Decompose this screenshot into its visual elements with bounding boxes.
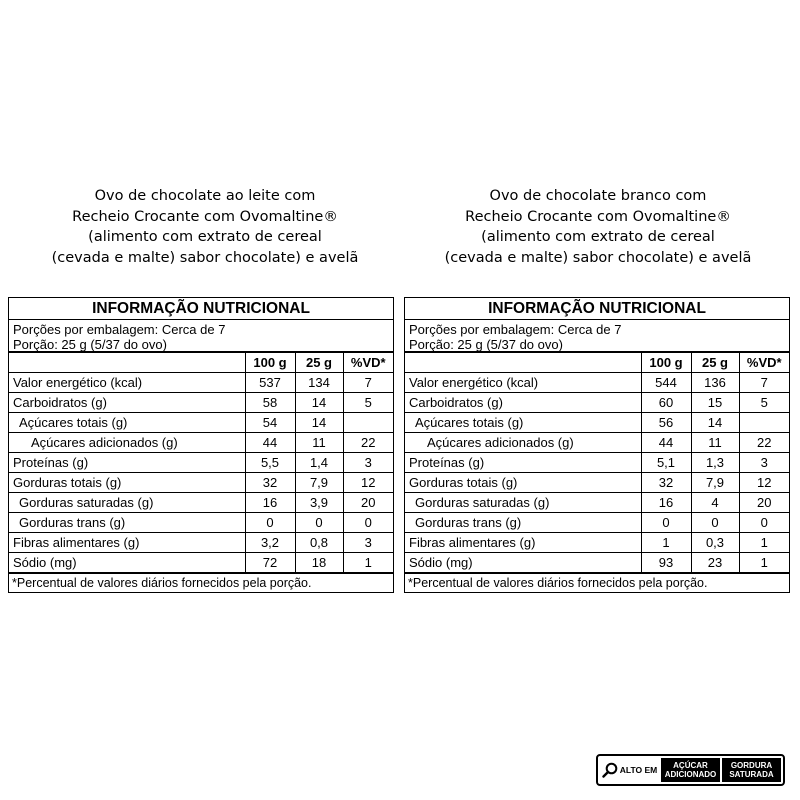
table-row xyxy=(405,473,789,493)
nutrient-value: 544 xyxy=(641,373,691,393)
nutrient-label: Gorduras saturadas (g) xyxy=(9,493,245,513)
column-header xyxy=(9,353,245,373)
nutrient-value xyxy=(343,413,393,433)
serving-info xyxy=(9,320,393,352)
nutrient-value: 93 xyxy=(641,553,691,573)
nutrient-value: 14 xyxy=(295,413,343,433)
table-row xyxy=(405,533,789,553)
seal-text: ADICIONADO xyxy=(664,770,717,779)
portion-size: Porção: 25 g (5/37 do ovo) xyxy=(13,337,167,352)
nutrient-label: Proteínas (g) xyxy=(405,453,641,473)
column-header: 100 g xyxy=(245,353,295,373)
column-header: %VD* xyxy=(739,353,789,373)
nutrient-value: 7,9 xyxy=(691,473,739,493)
portion-size: Porção: 25 g (5/37 do ovo) xyxy=(409,337,563,352)
nutrient-value: 22 xyxy=(739,433,789,453)
nutrient-label: Açúcares totais (g) xyxy=(9,413,245,433)
column-header: 100 g xyxy=(641,353,691,373)
nutrient-value: 23 xyxy=(691,553,739,573)
nutrient-label: Gorduras saturadas (g) xyxy=(405,493,641,513)
table-row xyxy=(9,533,393,553)
table-row xyxy=(9,553,393,573)
seal-alto-em xyxy=(598,756,661,784)
seal-label: ALTO EM xyxy=(619,765,658,775)
nutrition-panel-milk xyxy=(8,297,394,593)
table-header-row xyxy=(405,353,789,373)
panel-heading: INFORMAÇÃO NUTRICIONAL xyxy=(405,298,789,320)
title-line: Ovo de chocolate ao leite com xyxy=(94,188,316,204)
nutrient-value: 0 xyxy=(739,513,789,533)
nutrition-panel-white xyxy=(404,297,790,593)
nutrient-value: 0 xyxy=(343,513,393,533)
nutrient-value: 20 xyxy=(343,493,393,513)
nutrient-value: 72 xyxy=(245,553,295,573)
nutrient-value: 0 xyxy=(245,513,295,533)
nutrient-value: 5 xyxy=(343,393,393,413)
nutrient-value: 3 xyxy=(343,453,393,473)
nutrient-label: Açúcares totais (g) xyxy=(405,413,641,433)
high-in-warning-seal xyxy=(596,754,785,786)
nutrient-value: 16 xyxy=(641,493,691,513)
table-row xyxy=(405,393,789,413)
nutrient-value: 20 xyxy=(739,493,789,513)
nutrient-value: 5 xyxy=(739,393,789,413)
nutrient-value: 7 xyxy=(343,373,393,393)
table-row xyxy=(405,513,789,533)
nutrient-value: 16 xyxy=(245,493,295,513)
title-line: (cevada e malte) sabor chocolate) e avelã xyxy=(444,249,752,266)
nutrient-value: 44 xyxy=(245,433,295,453)
nutrient-label: Sódio (mg) xyxy=(405,553,641,573)
nutrient-label: Fibras alimentares (g) xyxy=(9,533,245,553)
table-row xyxy=(9,513,393,533)
nutrient-value: 22 xyxy=(343,433,393,453)
nutrient-value: 1 xyxy=(343,553,393,573)
serving-info xyxy=(405,320,789,352)
table-row xyxy=(405,553,789,573)
nutrient-value: 3 xyxy=(343,533,393,553)
nutrient-value: 1 xyxy=(641,533,691,553)
nutrient-value: 54 xyxy=(245,413,295,433)
nutrition-table xyxy=(9,352,393,573)
title-line: Recheio Crocante com Ovomaltine® xyxy=(465,208,731,225)
table-row xyxy=(9,453,393,473)
nutrient-label: Gorduras totais (g) xyxy=(9,473,245,493)
nutrient-value: 0,8 xyxy=(295,533,343,553)
nutrient-label: Carboidratos (g) xyxy=(9,393,245,413)
nutrient-value: 18 xyxy=(295,553,343,573)
nutrient-value: 134 xyxy=(295,373,343,393)
nutrient-value: 1,4 xyxy=(295,453,343,473)
nutrient-value: 1 xyxy=(739,533,789,553)
nutrient-label: Valor energético (kcal) xyxy=(405,373,641,393)
nutrient-value: 58 xyxy=(245,393,295,413)
table-row xyxy=(405,413,789,433)
nutrient-value: 3,9 xyxy=(295,493,343,513)
nutrient-label: Sódio (mg) xyxy=(9,553,245,573)
nutrient-value: 60 xyxy=(641,393,691,413)
title-line: Recheio Crocante com Ovomaltine® xyxy=(72,208,338,225)
table-row xyxy=(405,433,789,453)
title-line: (cevada e malte) sabor chocolate) e avelã xyxy=(51,249,359,266)
nutrient-value: 1 xyxy=(739,553,789,573)
nutrient-label: Gorduras trans (g) xyxy=(9,513,245,533)
nutrient-value: 12 xyxy=(739,473,789,493)
panel-heading: INFORMAÇÃO NUTRICIONAL xyxy=(9,298,393,320)
table-row xyxy=(405,453,789,473)
footnote: *Percentual de valores diários fornecidos pela porção. xyxy=(9,573,393,592)
seal-saturated-fat xyxy=(722,758,781,782)
nutrient-value: 32 xyxy=(245,473,295,493)
table-row xyxy=(9,373,393,393)
nutrition-table xyxy=(405,352,789,573)
nutrient-value: 44 xyxy=(641,433,691,453)
seal-text: SATURADA xyxy=(729,770,774,779)
seal-text: AÇÚCAR xyxy=(673,761,708,770)
title-line: (alimento com extrato de cereal xyxy=(88,229,322,245)
magnifier-icon xyxy=(602,762,618,778)
table-row xyxy=(9,413,393,433)
nutrient-value: 5,1 xyxy=(641,453,691,473)
product-title-milk xyxy=(40,186,370,268)
nutrient-value: 3 xyxy=(739,453,789,473)
table-header-row xyxy=(9,353,393,373)
nutrient-value: 3,2 xyxy=(245,533,295,553)
nutrient-value: 7,9 xyxy=(295,473,343,493)
nutrient-value: 11 xyxy=(295,433,343,453)
nutrient-value: 0 xyxy=(295,513,343,533)
servings-per-package: Porções por embalagem: Cerca de 7 xyxy=(13,322,226,337)
column-header: 25 g xyxy=(691,353,739,373)
nutrient-label: Gorduras trans (g) xyxy=(405,513,641,533)
nutrient-value: 11 xyxy=(691,433,739,453)
nutrient-label: Gorduras totais (g) xyxy=(405,473,641,493)
nutrient-label: Proteínas (g) xyxy=(9,453,245,473)
table-row xyxy=(9,473,393,493)
servings-per-package: Porções por embalagem: Cerca de 7 xyxy=(409,322,622,337)
nutrient-value: 14 xyxy=(295,393,343,413)
table-row xyxy=(405,493,789,513)
table-row xyxy=(405,373,789,393)
nutrient-value: 56 xyxy=(641,413,691,433)
nutrient-label: Carboidratos (g) xyxy=(405,393,641,413)
product-title-white xyxy=(433,186,763,268)
nutrient-value: 14 xyxy=(691,413,739,433)
seal-text: GORDURA xyxy=(730,761,773,770)
nutrient-value xyxy=(739,413,789,433)
nutrient-value: 136 xyxy=(691,373,739,393)
column-header xyxy=(405,353,641,373)
nutrient-label: Açúcares adicionados (g) xyxy=(405,433,641,453)
table-row xyxy=(9,493,393,513)
seal-added-sugar xyxy=(661,758,720,782)
nutrient-value: 0,3 xyxy=(691,533,739,553)
column-header: 25 g xyxy=(295,353,343,373)
table-row xyxy=(9,433,393,453)
nutrient-value: 15 xyxy=(691,393,739,413)
nutrient-value: 4 xyxy=(691,493,739,513)
table-row xyxy=(9,393,393,413)
title-line: Ovo de chocolate branco com xyxy=(489,188,707,204)
nutrient-label: Fibras alimentares (g) xyxy=(405,533,641,553)
footnote: *Percentual de valores diários fornecidos pela porção. xyxy=(405,573,789,592)
column-header: %VD* xyxy=(343,353,393,373)
title-line: (alimento com extrato de cereal xyxy=(481,229,715,245)
nutrient-value: 0 xyxy=(641,513,691,533)
nutrient-label: Açúcares adicionados (g) xyxy=(9,433,245,453)
nutrient-value: 0 xyxy=(691,513,739,533)
nutrient-value: 12 xyxy=(343,473,393,493)
nutrient-value: 32 xyxy=(641,473,691,493)
nutrient-value: 1,3 xyxy=(691,453,739,473)
nutrient-label: Valor energético (kcal) xyxy=(9,373,245,393)
nutrient-value: 537 xyxy=(245,373,295,393)
nutrient-value: 7 xyxy=(739,373,789,393)
nutrient-value: 5,5 xyxy=(245,453,295,473)
